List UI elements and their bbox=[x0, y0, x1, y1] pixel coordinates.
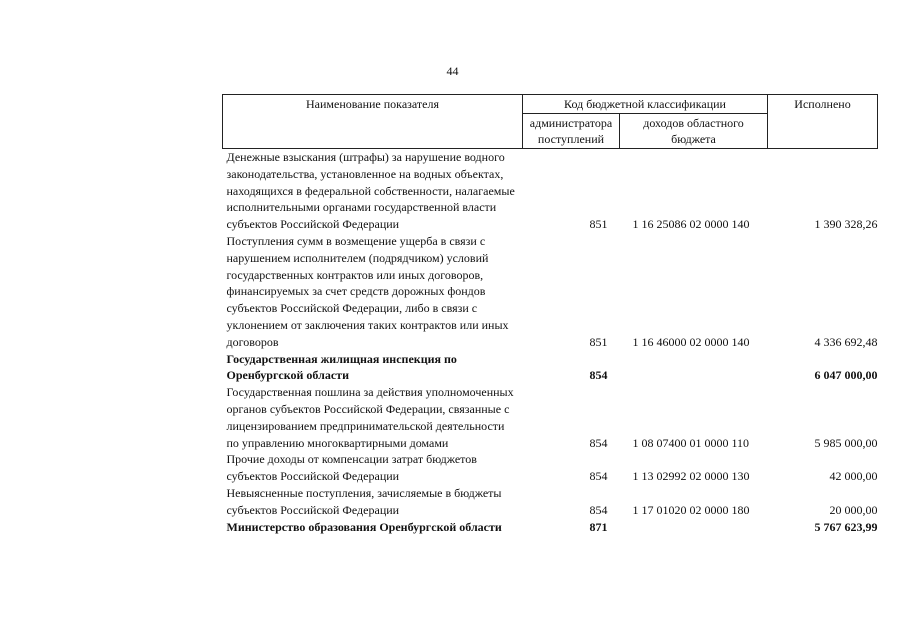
row-income-code: 1 16 25086 02 0000 140 bbox=[632, 217, 750, 232]
row-income-code: 1 13 02992 02 0000 130 bbox=[632, 469, 750, 484]
table-row bbox=[223, 451, 878, 485]
row-executed: 42 000,00 bbox=[829, 469, 878, 484]
row-admin-code: 851 bbox=[589, 217, 608, 232]
table-row bbox=[223, 485, 878, 519]
header-code-group: Код бюджетной классификации bbox=[523, 95, 768, 114]
table-row bbox=[223, 233, 878, 351]
row-admin-code: 854 bbox=[589, 368, 608, 383]
row-executed: 5 985 000,00 bbox=[814, 435, 878, 450]
row-name: Министерство образования Оренбургской области bbox=[226, 519, 502, 534]
row-income-code bbox=[620, 519, 768, 536]
row-name: Прочие доходы от компенсации затрат бюджетов субъектов Российской Федерации bbox=[226, 452, 477, 484]
header-income: доходов областного бюджета bbox=[620, 114, 768, 149]
row-name: Государственная пошлина за действия уполномоченных органов субъектов Российской Федерации, связанные с лицензированием предпринимательской деятельности по управлению многоквартирными домами bbox=[226, 385, 514, 450]
row-income-code: 1 16 46000 02 0000 140 bbox=[632, 334, 750, 349]
table-row bbox=[223, 351, 878, 385]
row-name: Невыясненные поступления, зачисляемые в бюджеты субъектов Российской Федерации bbox=[226, 485, 502, 517]
row-executed: 6 047 000,00 bbox=[814, 368, 878, 383]
row-name: Государственная жилищная инспекция по Оренбургской области bbox=[226, 351, 457, 383]
page-number: 44 bbox=[446, 64, 459, 78]
row-income-code bbox=[620, 351, 768, 385]
row-executed: 20 000,00 bbox=[829, 502, 878, 517]
table-row bbox=[223, 384, 878, 451]
row-admin-code: 851 bbox=[589, 334, 608, 349]
row-executed: 1 390 328,26 bbox=[814, 217, 878, 232]
row-name: Денежные взыскания (штрафы) за нарушение водного законодательства, установленное на водных объектах, находящихся в федеральной собственности, налагаемые исполнительными органами государственной власти субъектов Российской Федерации bbox=[226, 150, 515, 232]
row-name: Поступления сумм в возмещение ущерба в связи с нарушением исполнителем (подрядчиком) условий государственных контрактов или иных договоров, финансируемых за счет средств дорожных фондов субъектов Российской Федерации, либо в связи с уклонением от заключения таких контрактов или иных договоров bbox=[226, 233, 509, 349]
row-executed: 5 767 623,99 bbox=[814, 519, 878, 534]
row-admin-code: 854 bbox=[589, 469, 608, 484]
row-admin-code: 854 bbox=[589, 435, 608, 450]
row-admin-code: 854 bbox=[589, 502, 608, 517]
header-executed: Исполнено bbox=[768, 95, 878, 149]
header-admin: администратора поступлений bbox=[523, 114, 620, 149]
row-executed: 4 336 692,48 bbox=[814, 334, 878, 349]
table-row bbox=[223, 149, 878, 233]
header-name: Наименование показателя bbox=[223, 95, 523, 149]
row-admin-code: 871 bbox=[589, 519, 608, 534]
budget-table bbox=[222, 94, 878, 535]
row-income-code: 1 08 07400 01 0000 110 bbox=[632, 435, 750, 450]
row-income-code: 1 17 01020 02 0000 180 bbox=[632, 502, 750, 517]
table-header bbox=[223, 95, 878, 149]
table-row bbox=[223, 519, 878, 536]
